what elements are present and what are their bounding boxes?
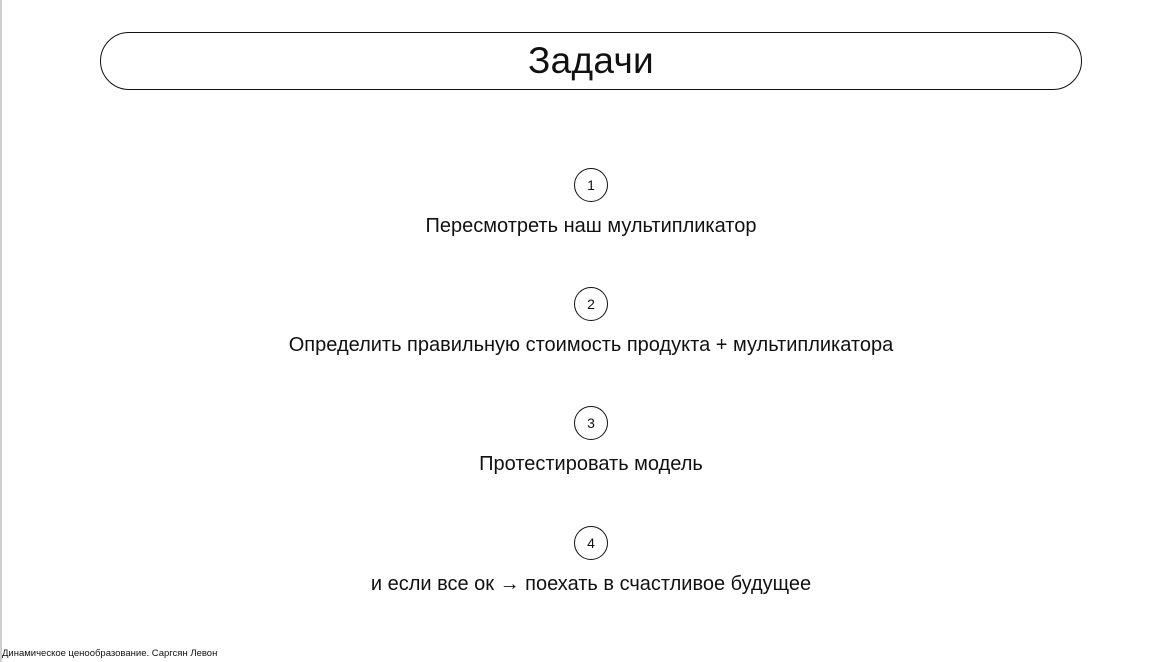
task-item-2 [0,287,1176,367]
task-text: Протестировать модель [479,453,703,475]
task-item-1 [0,168,1176,248]
task-text: и если все ок → поехать в счастливое будущее [370,573,812,595]
task-number-badge: 4 [574,526,608,560]
task-item-3 [0,406,1176,486]
task-number-badge: 1 [574,168,608,202]
task-number-badge: 3 [574,406,608,440]
task-number-badge: 2 [574,287,608,321]
task-text: Определить правильную стоимость продукта + мультипликатора [288,334,894,356]
title-pill [100,32,1082,90]
task-item-4 [0,526,1176,606]
footer-caption: Динамическое ценообразование. Саргсян Левон [2,648,218,659]
page-title: Задачи [527,39,655,81]
task-text: Пересмотреть наш мультипликатор [425,215,757,237]
